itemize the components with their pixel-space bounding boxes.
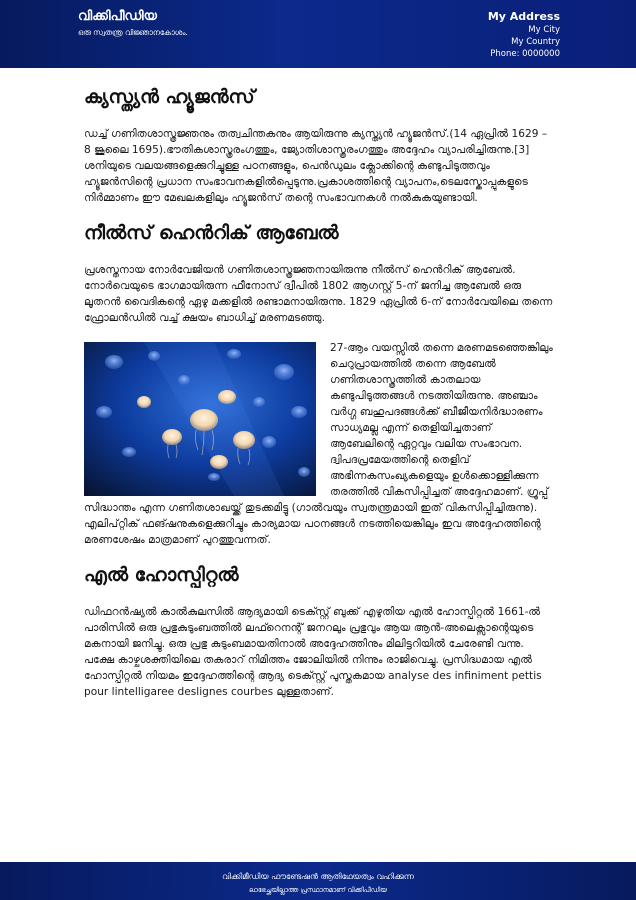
section-paragraph-lhopital: ഡിഫറൻഷ്യൽ കാൽകുലസിൽ ആദ്യമായി ടെക്സ്റ്റ് ബുക്ക് എഴുതിയ എൽ ഹോസ്പിറ്റൽ 1661-ൽ പാരിസിൽ ഒരു പ്രഭുകുടുംബത്തിൽ ലഫ്റെനന്റ് ജനറലും പ്രഭുവും ആയ ആൻ-അലെക്സാന്റെയുടെ മകനായി ജനിച്ചു. ഒരു പ്രഭു കുടുംബമായതിനാൽ അദ്ദേഹത്തിനും മിലിട്ടറിയിൽ ചേരേണ്ടി വന്നു. പക്ഷേ കാഴ്ചശക്തിയിലെ തകരാറ് നിമിത്തം ജോലിയിൽ നിന്നും രാജിവെച്ചു. പ്രസിദ്ധമായ എൽ ഹോസ്പിറ്റൽ നിയമം ഇദ്ദേഹത്തിന്റെ ആദ്യ ടെക്സ്റ്റ് പുസ്തകമായ analyse des infiniment pettis pour lintelligaree deslignes courbes ലുള്ളതാണ്.	[84, 606, 542, 698]
section-paragraph-abel-2: 27-ആം വയസ്സിൽ തന്നെ മരണമടഞ്ഞെങ്കിലും ചെറുപ്രായത്തിൽ തന്നെ ആബേൽ ഗണിതശാസ്ത്രത്തിൽ കാതലായ കണ്ടുപിടുത്തങ്ങൾ നടത്തിയിരുന്നു. അഞ്ചാം വർഗ്ഗ ബഹുപദങ്ങൾക്ക് ബീജീയനിർദ്ധാരണം സാധ്യമല്ല എന്ന് തെളിയിച്ചതാണ് ആബേലിന്റെ ഏറ്റവും വലിയ സംഭാവന. ദ്വിപദപ്രമേയത്തിന്റെ തെളിവ് അഭിന്നകസംഖ്യകളെയും ഉൾക്കൊള്ളിക്കുന്ന തരത്തിൽ വികസിപ്പിച്ചത് അദ്ദേഹമാണ്. ഗ്രൂപ്പ് സിദ്ധാന്തം എന്ന ഗണിതശാഖയ്ക്ക് തുടക്കമിട്ടു (ഗാൽവയും സ്വതന്ത്രമായി ഇത് വികസിപ്പിച്ചിരുന്നു). എലിപ്റ്റിക് ഫങ്ഷനുകളെക്കുറിച്ചും കാര്യമായ പഠനങ്ങൾ നടത്തിയെങ്കിലും ഇവ അദ്ദേഹത്തിന്റെ മരണശേഷം മാത്രമാണ് പുറത്തുവന്നത്.	[84, 342, 553, 546]
jellyfish-photo	[84, 342, 316, 496]
address-country: My Country	[511, 37, 560, 47]
section-paragraph-abel-1: പ്രശസ്തനായ നോർവേജിയൻ ഗണിതശാസ്ത്രജ്ഞനായിരുന്നു നീൽസ് ഹെൻറിക് ആബേൽ. നോർവെയുടെ ഭാഗമായിരുന്ന ഫീനോസ് ദ്വീപിൽ 1802 ആഗസ്റ്റ് 5-ന് ജനിച്ച ആബേൽ ഒരു ലൂതറൻ വൈദികന്റെ ഏഴു മക്കളിൽ രണ്ടാമനായിരുന്നു. 1829 ഏപ്രിൽ 6-ന് നോർവേയിലെ തന്നെ ഫ്രോലൻഡിൽ വച്ച് ക്ഷയം ബാധിച്ച് മരണമടഞ്ഞു.	[84, 264, 553, 324]
site-footer	[0, 862, 636, 900]
address-block	[488, 10, 560, 60]
address-title: My Address	[487, 10, 560, 23]
section-heading-abel: നീൽസ് ഹെൻറിക് ആബേൽ	[84, 222, 339, 244]
article-content	[84, 84, 554, 714]
footer-nonprofit-note: ലാഭേച്ഛയില്ലാത്ത പ്രസ്ഥാനമാണ് വിക്കിപീഡിയ	[249, 886, 387, 894]
section-heading-huygens: ക്യസ്ത്യൻ ഹ്യൂജൻസ്	[84, 86, 255, 108]
address-city: My City	[528, 25, 560, 35]
footer-hosted-by: വിക്കിമീഡിയ ഫൗണ്ടേഷൻ ആതിഥേയത്വം വഹിക്കുന്ന	[222, 872, 414, 881]
section-paragraph-huygens: ഡച്ച് ഗണിതശാസ്ത്രജ്ഞനും തത്വചിന്തകനും ആയിരുന്നു ക്യസ്ത്യൻ ഹ്യൂജൻസ്.(14 ഏപ്രിൽ 1629 – 8 ജൂലൈ 1695).ഭൗതികശാസ്ത്രരംഗത്തും, ജ്യോതിശാസ്ത്രരംഗത്തും അദ്ദേഹം വ്യാപരിച്ചിരുന്നു.[3] ശനിയുടെ വലയങ്ങളെക്കുറിച്ചുള്ള പഠനങ്ങളും, പെൻഡുലം ക്ലോക്കിന്റെ കണ്ടുപിടുത്തവും ഹ്യൂജൻസിന്റെ പ്രധാന സംഭാവനകളിൽപ്പെടുന്നു.പ്രകാശത്തിന്റെ വ്യാപനം,ടെലസ്കോപ്പുകളുടെ നിർമ്മാണം ഈ മേഖലകളിലും ഹ്യൂജൻസ് തന്റെ സംഭാവനകൾ നൽകുകയുണ്ടായി.	[84, 128, 548, 204]
site-title[interactable]: വിക്കിപീഡിയ	[78, 9, 157, 24]
site-tagline: ഒരു സ്വതന്ത്ര വിജ്ഞാനകോശം.	[78, 28, 188, 37]
address-phone: Phone: 0000000	[490, 49, 560, 59]
site-header	[0, 0, 636, 68]
section-heading-lhopital: എൽ ഹോസ്പിറ്റൽ	[84, 564, 239, 586]
